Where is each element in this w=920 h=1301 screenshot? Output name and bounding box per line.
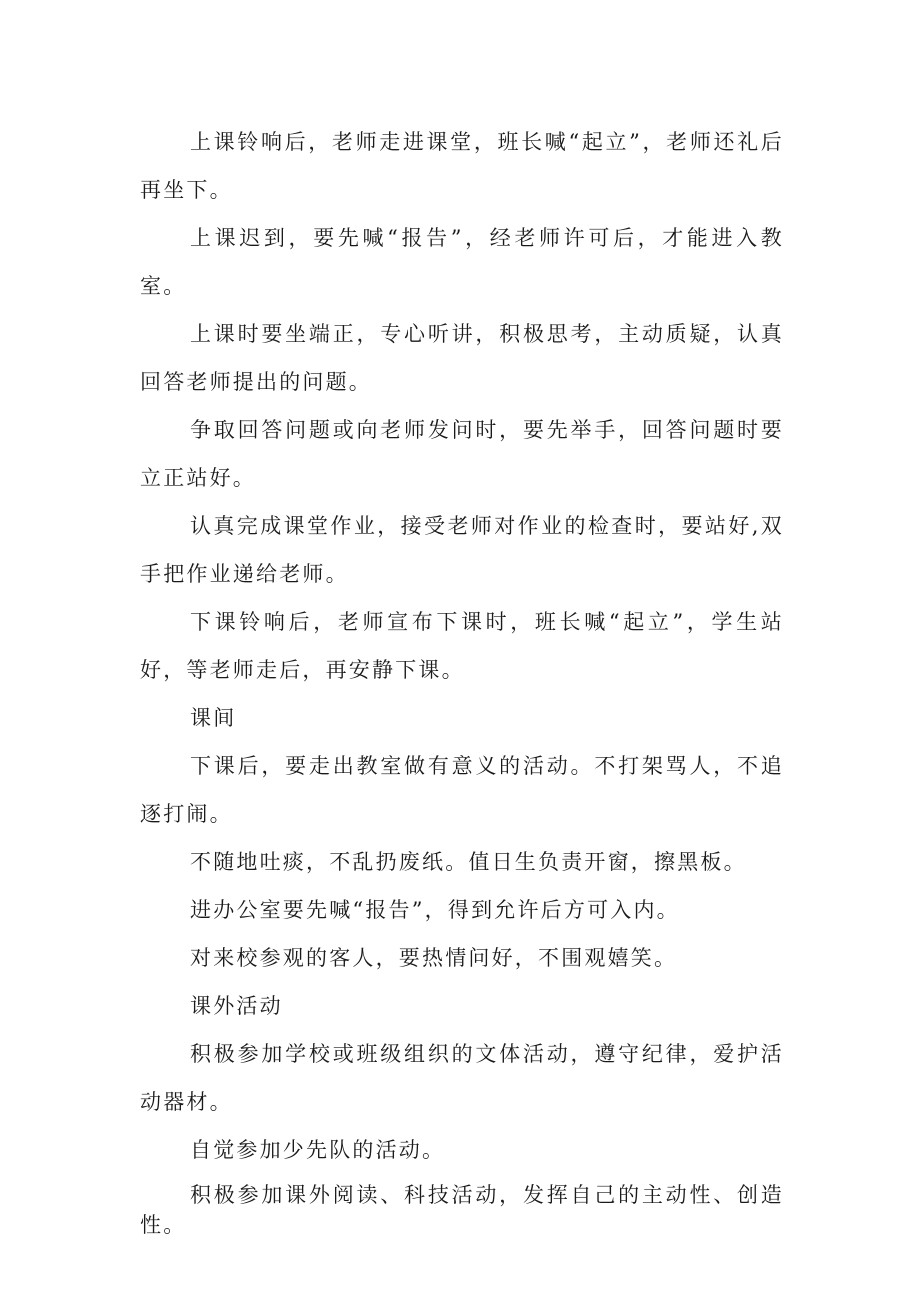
paragraph-sports-activities: 积极参加学校或班级组织的文体活动，遵守纪律，爱护活动器材。 <box>140 1042 784 1114</box>
paragraph-break-activities: 下课后，要走出教室做有意义的活动。不打架骂人，不追逐打闹。 <box>140 754 784 826</box>
paragraph-young-pioneers: 自觉参加少先队的活动。 <box>190 1138 446 1162</box>
section-heading-break: 课间 <box>190 706 237 730</box>
document-body <box>140 118 784 1240</box>
paragraph-hygiene: 不随地吐痰，不乱扔废纸。值日生负责开窗，擦黑板。 <box>190 850 747 874</box>
paragraph-reading-science: 积极参加课外阅读、科技活动，发挥自己的主动性、创造性。 <box>140 1183 784 1237</box>
paragraph-raising-hand: 争取回答问题或向老师发问时，要先举手，回答问题时要立正站好。 <box>140 418 784 490</box>
paragraph-classwork: 认真完成课堂作业，接受老师对作业的检查时，要站好,双手把作业递给老师。 <box>140 514 784 586</box>
paragraph-visitors: 对来校参观的客人，要热情问好，不围观嬉笑。 <box>190 946 678 970</box>
paragraph-sitting-posture: 上课时要坐端正，专心听讲，积极思考，主动质疑，认真回答老师提出的问题。 <box>140 322 784 394</box>
paragraph-class-end: 下课铃响后，老师宣布下课时，班长喊“起立”，学生站好，等老师走后，再安静下课。 <box>140 610 784 682</box>
paragraph-late-arrival: 上课迟到，要先喊“报告”，经老师许可后，才能进入教室。 <box>140 226 784 298</box>
paragraph-office-entry: 进办公室要先喊“报告”，得到允许后方可入内。 <box>190 898 680 922</box>
paragraph-class-start: 上课铃响后，老师走进课堂，班长喊“起立”，老师还礼后再坐下。 <box>140 130 784 202</box>
section-heading-extracurricular: 课外活动 <box>190 994 283 1018</box>
